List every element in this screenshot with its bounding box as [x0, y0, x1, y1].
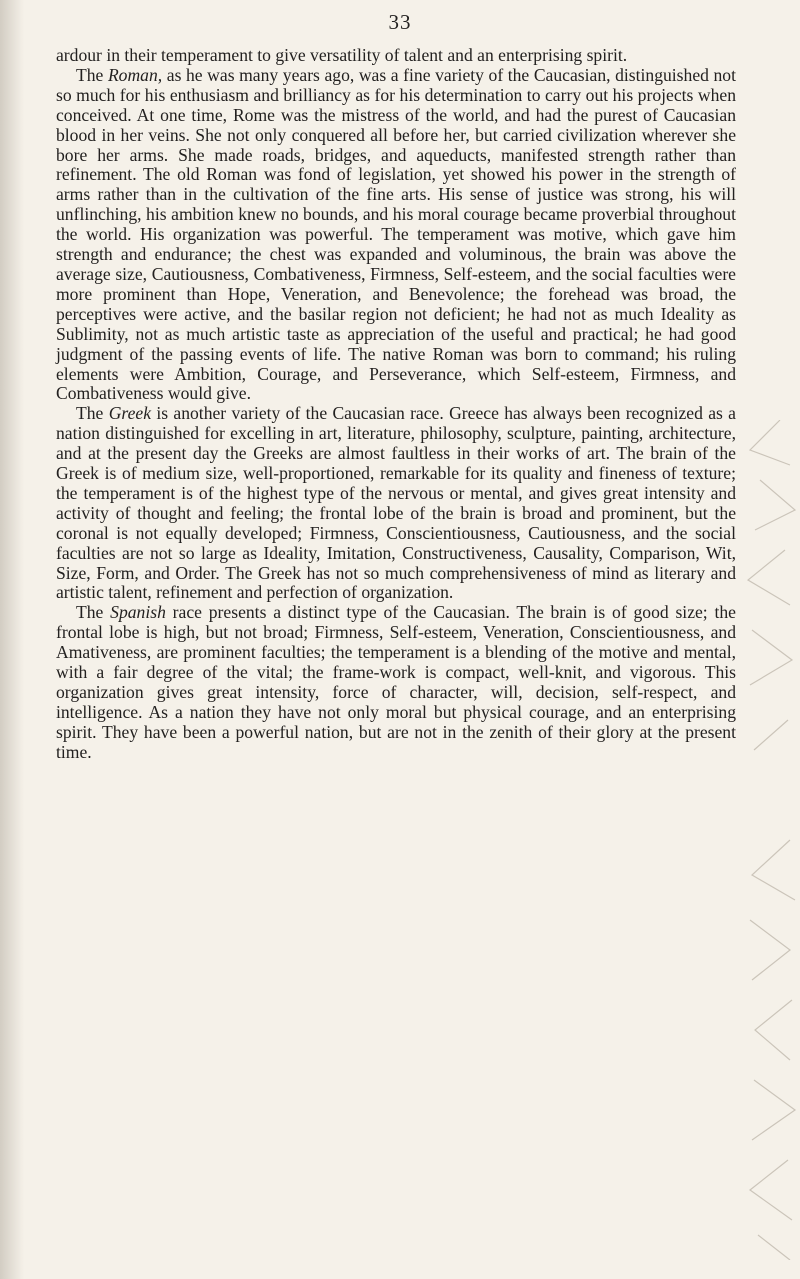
paragraph-roman	[56, 66, 736, 404]
paragraph-lead: The	[76, 403, 109, 424]
paragraph-text: is another variety of the Caucasian race. Greece has always been recognized as a nation distinguished for excelling in art, literature, philosophy, sculpture, painting, architecture, and at the present day the Greeks are almost faultless in their works of art. The brain of the Greek is of medium size, well-proportioned, remarkable for its quality and fineness of texture; the temperament is of the highest type of the nervous or mental, and gives great intensity and activity of thought and feeling; the frontal lobe of the brain is broad and prominent, but the coronal is not equally developed; Firmness, Conscientiousness, Cautiousness, and the social faculties are not so large as Ideality, Imitation, Constructiveness, Causality, Comparison, Wit, Size, Form, and Order. The Greek has not so much comprehensiveness of mind as literary and artistic talent, refinement and perfection of organization.	[56, 403, 736, 603]
show-through-marks	[740, 420, 800, 1260]
paragraph-spanish	[56, 603, 736, 762]
race-name-roman: Roman,	[107, 64, 163, 85]
paragraph-lead: The	[76, 64, 108, 85]
paragraph-text: race presents a distinct type of the Caucasian. The brain is of good size; the frontal lobe is high, but not broad; Firmness, Self-esteem, Veneration, Conscientiousness, and Amativeness, are prominent faculties; the temperament is a blending of the motive and mental, with a fair degree of the vital; the frame-work is compact, well-knit, and vigorous. This organization gives great intensity, force of character, will, decision, self-respect, and intelligence. As a nation they have not only moral but physical courage, and an enterprising spirit. They have been a powerful nation, but are not in the zenith of their glory at the present time.	[56, 602, 736, 762]
paragraph-lead: The	[76, 602, 111, 623]
body-text	[56, 46, 736, 763]
paragraph-text: as he was many years ago, was a fine variety of the Caucasian, distinguished not so much for his enthusiasm and brilliancy as for his determination to carry out his projects when conceived. At one time, Rome was the mistress of the world, and had the purest of Caucasian blood in her veins. She not only conquered all before her, but carried civilization wherever she bore her arms. She made roads, bridges, and aqueducts, manifested strength rather than refinement. The old Roman was fond of legislation, yet showed his power in the strength of arms rather than in the cultivation of the fine arts. His sense of justice was strong, his will unflinching, his ambition knew no bounds, and his moral courage became proverbial throughout the world. His organization was powerful. The temperament was motive, which gave him strength and endurance; the chest was expanded and voluminous, the brain was above the average size, Cautiousness, Combativeness, Firmness, Self-esteem, and the social faculties were more prominent than Hope, Veneration, and Benevolence; the forehead was broad, the perceptives were active, and the basilar region not deficient; he had not as much Ideality as Sublimity, not as much artistic taste as appreciation of the useful and practical; he had good judgment of the passing events of life. The native Roman was born to command; his ruling elements were Ambition, Courage, and Perseverance, which Self-esteem, Firmness, and Combativeness would give.	[56, 64, 736, 404]
paragraph-greek	[56, 404, 736, 603]
page-number: 33	[388, 10, 412, 34]
race-name-greek: Greek	[108, 403, 152, 424]
paragraph-text: ardour in their temperament to give versatility of talent and an enterprising spirit.	[56, 45, 628, 65]
paragraph-ardour	[56, 46, 736, 66]
race-name-spanish: Spanish	[110, 602, 166, 623]
